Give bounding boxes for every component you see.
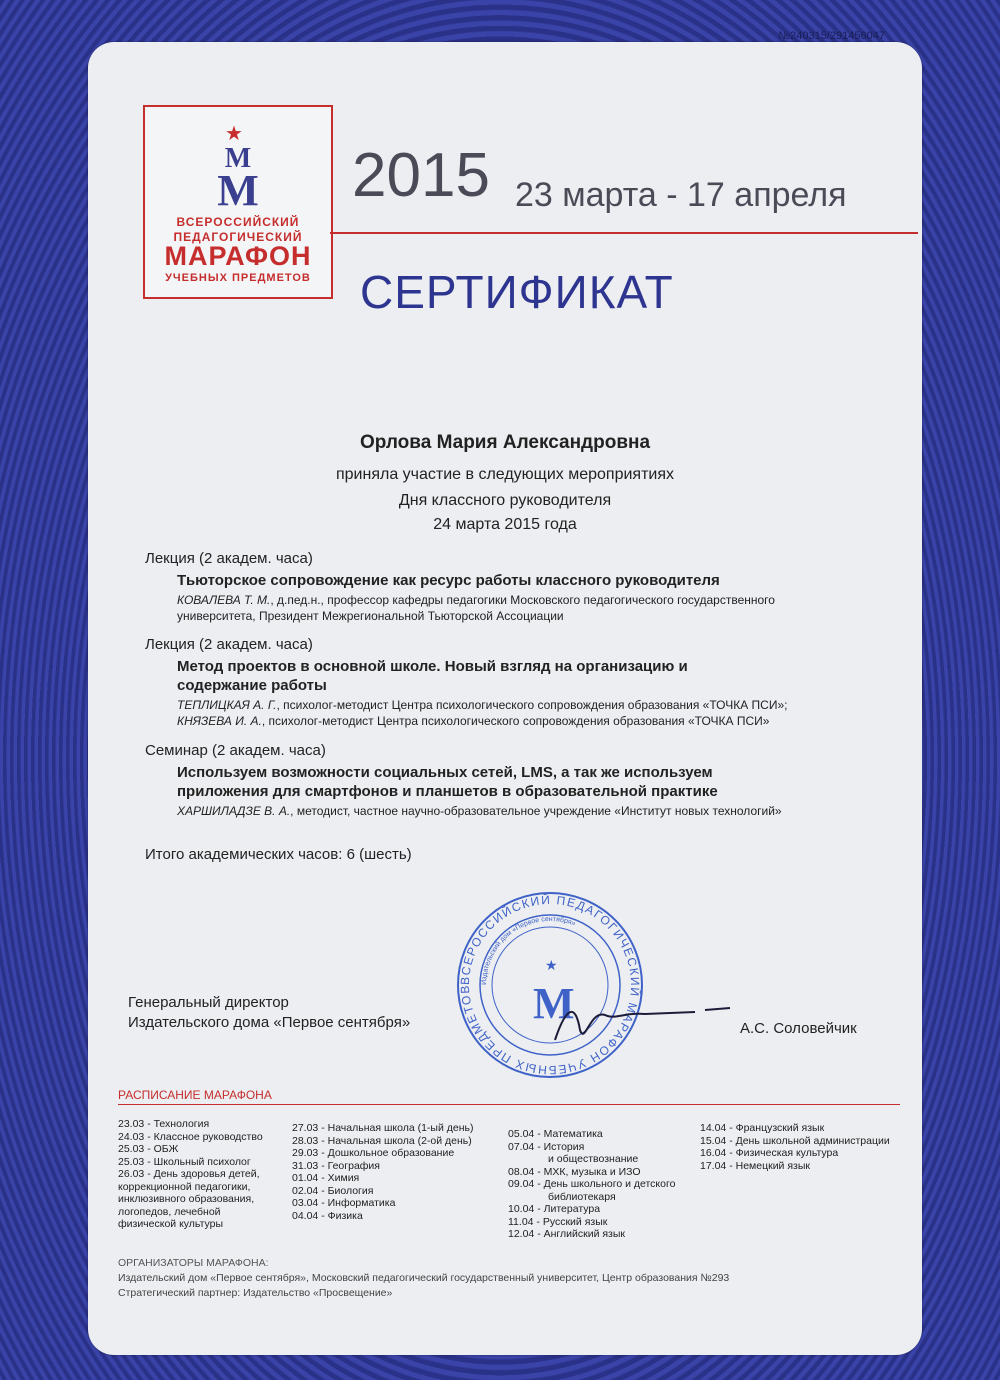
event-date-line: 24 марта 2015 года <box>433 516 577 533</box>
author-description: , психолог-методист Центра психологического сопровождения образования «ТОЧКА ПСИ» <box>261 714 770 728</box>
schedule-item: 16.04 - Физическая культура <box>700 1147 839 1159</box>
certificate-number: №240315/291456047 <box>778 30 885 42</box>
logo-line3: МАРАФОН <box>164 241 312 271</box>
official-seal <box>455 890 645 1080</box>
participation-line: приняла участие в следующих мероприятиях <box>335 466 675 483</box>
logo-line4: УЧЕБНЫХ ПРЕДМЕТОВ <box>165 272 311 284</box>
schedule-item: 14.04 - Французский язык <box>700 1122 825 1134</box>
event-title: Метод проектов в основной школе. Новый взгляд на организацию и содержание работы <box>177 658 688 694</box>
author-description: , психолог-методист Центра психологического сопровождения образования «ТОЧКА ПСИ»; <box>276 698 788 712</box>
director-organization: Издательского дома «Первое сентября» <box>128 1014 411 1031</box>
schedule-heading: РАСПИСАНИЕ МАРАФОНА <box>118 1088 272 1102</box>
schedule-item: 01.04 - Химия <box>292 1172 360 1184</box>
event-author <box>177 592 845 624</box>
event-day-line: Дня классного руководителя <box>398 492 612 509</box>
marathon-logo <box>143 105 333 299</box>
director-title: Генеральный директор <box>128 994 289 1011</box>
schedule-column-4 <box>700 1122 890 1172</box>
schedule-item: 05.04 - Математика <box>508 1128 603 1140</box>
logo-line1: ВСЕРОССИЙСКИЙ <box>176 215 300 229</box>
schedule-item: 17.04 - Немецкий язык <box>700 1159 810 1172</box>
schedule-column-3 <box>508 1128 675 1241</box>
schedule-item: 15.04 - День школьной администрации <box>700 1134 890 1147</box>
seal-m-icon: M <box>533 979 575 1028</box>
schedule-item: логопедов, лечебной <box>118 1205 221 1218</box>
signer-name: А.С. Соловейчик <box>740 1020 857 1037</box>
schedule-item: 04.04 - Физика <box>292 1209 363 1222</box>
header-divider <box>330 232 918 234</box>
schedule-item: 27.03 - Начальная школа (1-ый день) <box>292 1122 474 1134</box>
author-name: ТЕПЛИЦКАЯ А. Г. <box>177 698 277 712</box>
schedule-item: библиотекаря <box>548 1190 616 1203</box>
year: 2015 <box>352 141 490 210</box>
schedule-column-2 <box>292 1122 473 1222</box>
certificate-title: СЕРТИФИКАТ <box>360 266 674 318</box>
recipient-name: Орлова Мария Александровна <box>359 432 651 453</box>
event-item <box>145 742 845 819</box>
schedule-item: 31.03 - География <box>292 1159 380 1172</box>
star-icon: ★ <box>225 123 243 145</box>
author-description: , д.пед.н., профессор кафедры педагогики Московского педагогического государственного университета, Президент Межрегиональной Тьюторской Ассоциации <box>177 593 775 623</box>
event-title: Тьюторское сопровождение как ресурс работы классного руководителя <box>177 572 720 589</box>
author-name: КНЯЗЕВА И. А. <box>177 714 262 728</box>
event-author <box>177 803 845 819</box>
event-author <box>177 697 845 713</box>
director-block <box>128 993 410 1033</box>
event-title: Используем возможности социальных сетей, LMS, а так же используем приложения для смартфонов и планшетов в образовательной практике <box>177 764 718 800</box>
seal-inner-text: Издательский дом «Первое сентября» <box>480 915 577 986</box>
schedule-item: и обществознание <box>548 1153 639 1165</box>
schedule-item: 12.04 - Английский язык <box>508 1228 625 1240</box>
schedule-item: 23.03 - Технология <box>118 1118 210 1130</box>
seal-star-icon: ★ <box>545 957 558 973</box>
event-item <box>145 636 845 729</box>
organizers-list: Издательский дом «Первое сентября», Московский педагогический государственный университет, Центр образования №293 <box>118 1272 730 1284</box>
schedule-item: 29.03 - Дошкольное образование <box>292 1147 455 1159</box>
schedule-item: 07.04 - История <box>508 1140 585 1153</box>
schedule-item: 26.03 - День здоровья детей, <box>118 1168 260 1180</box>
schedule-item: коррекционной педагогики, <box>118 1180 251 1193</box>
schedule-item: 02.04 - Биология <box>292 1184 374 1197</box>
author-name: ХАРШИЛАДЗЕ В. А. <box>177 804 291 818</box>
schedule-item: 28.03 - Начальная школа (2-ой день) <box>292 1134 472 1147</box>
author-description: , методист, частное научно-образовательное учреждение «Институт новых технологий» <box>290 804 782 818</box>
marathon-dates: 23 марта - 17 апреля <box>515 176 847 214</box>
schedule-item: 11.04 - Русский язык <box>508 1215 608 1228</box>
logo-line2: ПЕДАГОГИЧЕСКИЙ <box>173 230 303 244</box>
schedule-item: физической культуры <box>118 1218 224 1230</box>
schedule-item: инклюзивного образования, <box>118 1193 255 1205</box>
strategic-partner: Стратегический партнер: Издательство «Просвещение» <box>118 1287 393 1299</box>
event-author <box>177 713 845 729</box>
schedule-item: 03.04 - Информатика <box>292 1197 396 1209</box>
seal-outer-text: ВСЕРОССИЙСКИЙ ПЕДАГОГИЧЕСКИЙ МАРАФОН УЧЕБНЫХ ПРЕДМЕТОВ <box>457 892 643 1078</box>
organizers-heading: ОРГАНИЗАТОРЫ МАРАФОНА: <box>118 1257 269 1269</box>
schedule-divider <box>118 1104 900 1105</box>
event-type: Лекция (2 академ. часа) <box>145 636 313 653</box>
total-hours: Итого академических часов: 6 (шесть) <box>145 846 412 863</box>
director-signature <box>545 990 745 1050</box>
event-type: Семинар (2 академ. часа) <box>145 742 326 759</box>
schedule-item: 25.03 - Школьный психолог <box>118 1155 251 1168</box>
logo-m-large: M <box>217 166 259 215</box>
schedule-item: 09.04 - День школьного и детского <box>508 1178 676 1190</box>
schedule-item: 10.04 - Литература <box>508 1203 601 1215</box>
schedule-item: 08.04 - МХК, музыка и ИЗО <box>508 1165 641 1178</box>
schedule-item: 25.03 - ОБЖ <box>118 1143 179 1155</box>
author-name: КОВАЛЕВА Т. М. <box>177 593 271 607</box>
event-type: Лекция (2 академ. часа) <box>145 550 313 567</box>
logo-m-small: M <box>224 143 252 174</box>
schedule-item: 24.03 - Классное руководство <box>118 1130 263 1143</box>
event-item <box>145 550 845 624</box>
schedule-column-1 <box>118 1118 263 1231</box>
